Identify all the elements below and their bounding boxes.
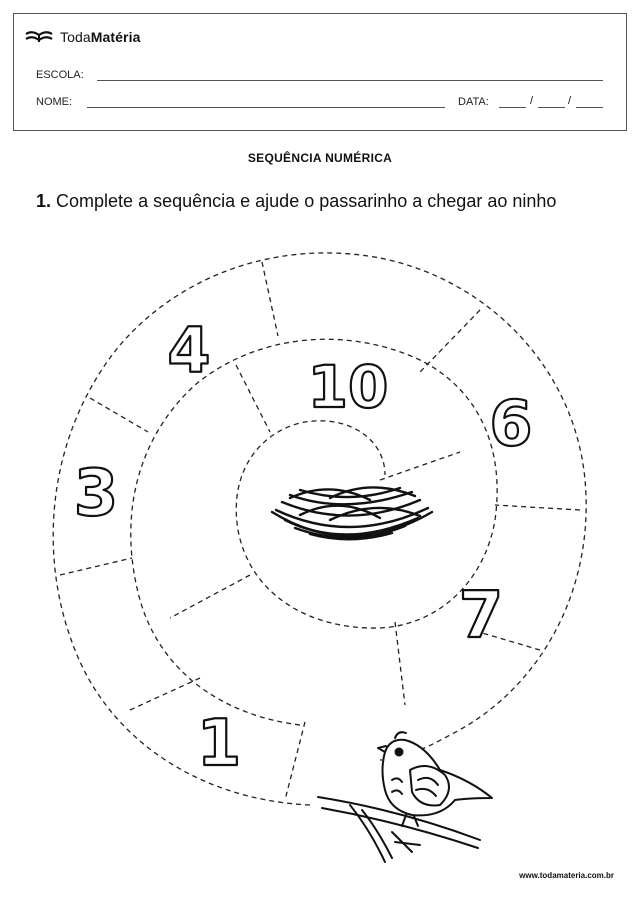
date-label: DATA: — [458, 96, 489, 108]
sequence-number-7: 7 — [458, 579, 504, 653]
sequence-number-4: 4 — [167, 314, 211, 387]
sequence-number-6: 6 — [489, 387, 533, 460]
worksheet-title: SEQUÊNCIA NUMÉRICA — [247, 151, 393, 165]
sequence-number-10: 10 — [307, 353, 389, 421]
instruction-number: 1. — [36, 191, 52, 211]
bird-icon — [378, 732, 492, 826]
school-label: ESCOLA: — [36, 69, 84, 81]
sequence-number-1: 1 — [196, 707, 242, 781]
nest-icon — [272, 487, 432, 539]
instruction-text: Complete a sequência e ajude o passarinho a chegar ao ninho — [56, 191, 557, 211]
brand-bold: Matéria — [90, 29, 141, 45]
date-separator-2: / — [568, 95, 572, 107]
name-label: NOME: — [36, 96, 73, 108]
brand-regular: Toda — [60, 29, 91, 45]
footer-url[interactable]: www.todamateria.com.br — [519, 871, 614, 880]
date-separator-1: / — [530, 95, 534, 107]
spiral-outer-boundary — [53, 253, 586, 805]
sequence-number-3: 3 — [73, 457, 119, 531]
